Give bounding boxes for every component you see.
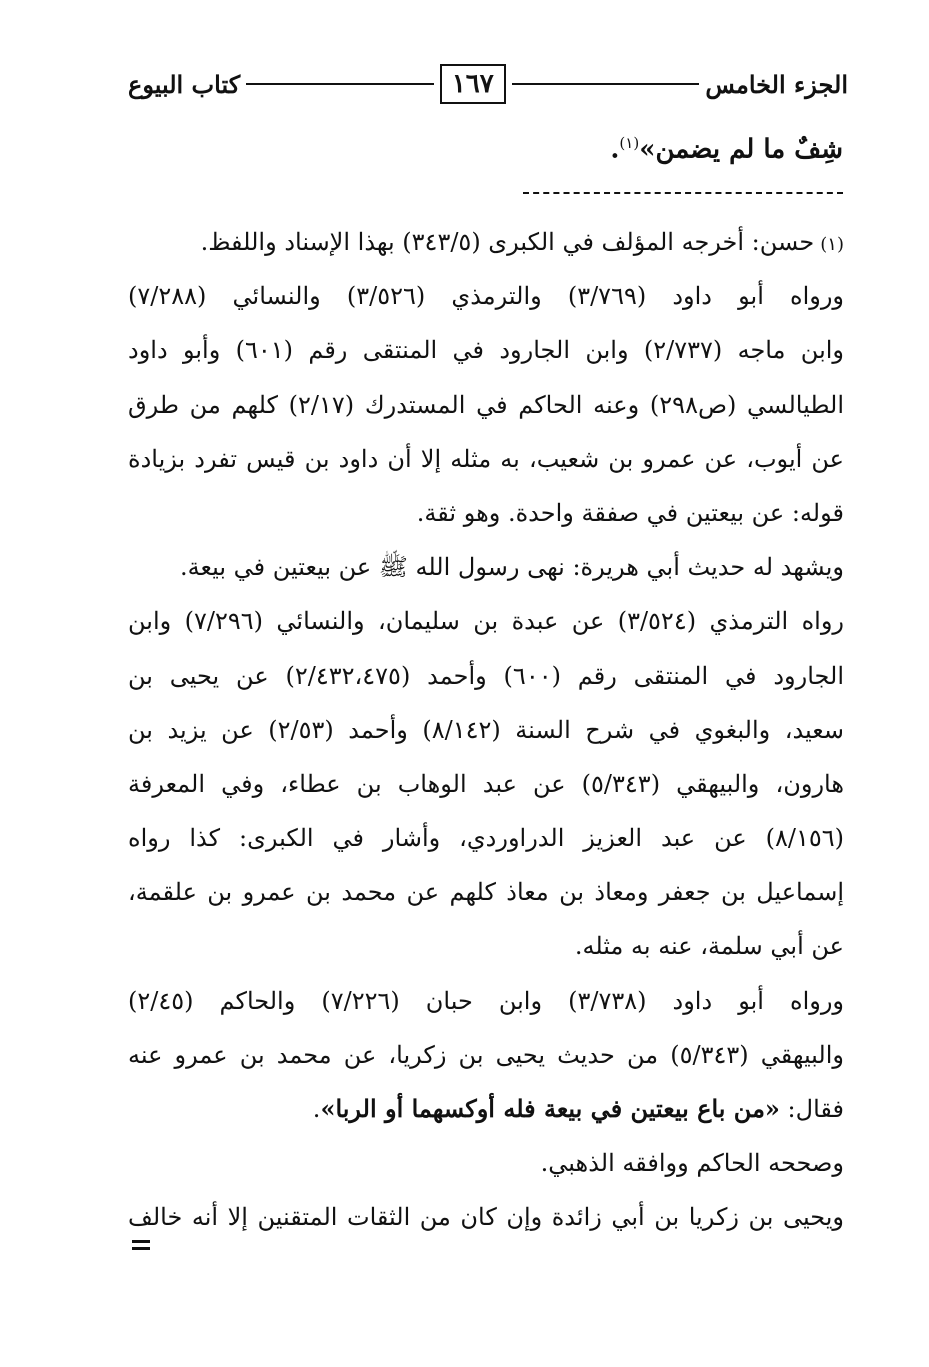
footnote-line: ويحيى بن زكريا بن أبي زائدة وإن كان من الثقات المتقنين إلا أنه خالف	[128, 1203, 844, 1232]
main-text-end: .	[610, 134, 620, 165]
main-text: شِفٌ ما لم يضمن»	[639, 134, 843, 165]
running-header	[128, 62, 848, 106]
footnote-quote-line: فقال: «من باع بيعتين في بيعة فله أوكسهما أو الربا».	[312, 1094, 844, 1123]
footnote-line: والبيهقي (٥/٣٤٣) من حديث يحيى بن زكريا، عن محمد بن عمرو عنه	[128, 1040, 844, 1069]
footnote-line: وصححه الحاكم ووافقه الذهبي.	[540, 1149, 844, 1178]
footnote-line: وابن ماجه (٢/٧٣٧) وابن الجارود في المنتقى رقم (٦٠١) وأبو داود	[128, 336, 844, 365]
continuation-mark	[132, 1240, 150, 1250]
footnote-line: قوله: عن بيعتين في صفقة واحدة. وهو ثقة.	[416, 498, 844, 527]
footnote-line: (١)حسن: أخرجه المؤلف في الكبرى (٣٤٣/٥) بهذا الإسناد واللفظ.	[200, 228, 844, 256]
volume-part-label: الجزء الخامس	[705, 69, 848, 99]
hadith-quote: «من باع بيعتين في بيعة فله أوكسهما أو الربا»	[320, 1094, 780, 1123]
footnote-line: (٨/١٥٦) عن عبد العزيز الدراوردي، وأشار في الكبرى: كذا رواه	[128, 824, 844, 853]
header-rule-right	[512, 83, 700, 85]
main-text-line	[610, 134, 843, 165]
footnote-line: الطيالسي (ص٢٩٨) وعنه الحاكم في المستدرك (٢/١٧) كلهم من طرق	[128, 390, 844, 419]
footnote-body	[128, 215, 844, 1245]
footnote-line: ورواه أبو داود (٣/٧٣٨) وابن حبان (٧/٢٢٦) والحاكم (٢/٤٥)	[128, 986, 844, 1015]
footnote-line: ورواه أبو داود (٣/٧٦٩) والترمذي (٣/٥٢٦) والنسائي (٧/٢٨٨)	[128, 282, 844, 311]
footnote-marker: (١)	[820, 234, 844, 255]
footnote-line: رواه الترمذي (٣/٥٢٤) عن عبدة بن سليمان، والنسائي (٧/٢٩٦) وابن	[128, 607, 844, 636]
book-title: كتاب البيوع	[128, 69, 241, 99]
footnote-line: عن أبي سلمة، عنه به مثله.	[574, 932, 844, 961]
footnote-line: الجارود في المنتقى رقم (٦٠٠) وأحمد (٢/٤٣٢،٤٧٥) عن يحيى بن	[128, 661, 844, 690]
footnote-line: هارون، والبيهقي (٥/٣٤٣) عن عبد الوهاب بن عطاء، وفي المعرفة	[128, 769, 844, 798]
footnote-line: عن أيوب، عن عمرو بن شعيب، به مثله إلا أن داود بن قيس تفرد بزيادة	[128, 444, 844, 473]
page-number: ١٦٧	[440, 64, 506, 104]
footnote-line: سعيد، والبغوي في شرح السنة (٨/١٤٢) وأحمد (٢/٥٣) عن يزيد بن	[128, 715, 844, 744]
footnote-separator	[523, 192, 843, 194]
header-rule-left	[246, 83, 434, 85]
footnote-line: إسماعيل بن جعفر ومعاذ بن معاذ كلهم عن محمد بن عمرو بن علقمة،	[128, 878, 844, 907]
footnote-reference: (١)	[619, 134, 640, 152]
footnote-line: ويشهد له حديث أبي هريرة: نهى رسول الله ﷺ عن بيعتين في بيعة.	[180, 553, 844, 582]
